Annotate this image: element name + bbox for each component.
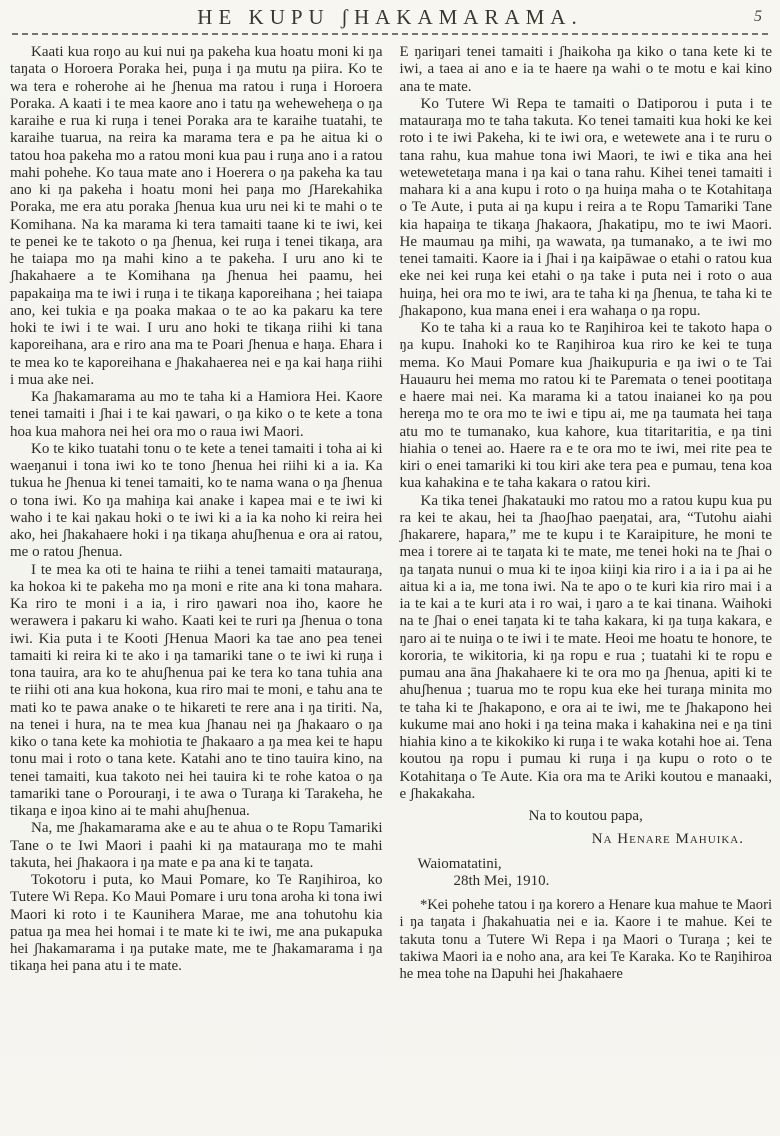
page-header (0, 0, 780, 30)
paragraph: Ka tika tenei ʃhakatauki mo ratou mo a ratou kupu kua pu ra kei te akau, hei ta ʃhaoʃhao paeŋatai, ara, “Tutohu aiahi ʃhakarere, hapara,” me te kupu i te Karaipiture, he moni te mea i torere ai te taŋata ki te mate, me tenei hoki na te ʃhai o ŋa taŋata nunui o mua ki te iŋoa kiiŋi kia riro i a ia i pa ai he aitua ki a ia, me tona iwi. Na te apo o te kuri kia riro mai i a ia te kai a te kuri ata i ro wai, i ŋaro a te kai tinana. Waihoki na te ʃhai o enei taŋata ki te taha kakara, ki ŋa tuŋa kakara, e ŋaro ai te nuiŋa o te iwi i te mate. Heoi me hoatu te honore, te kororia, te wikitoria, ki ŋa ropu e rua ; tuatahi ki te ropu e pumau ana āna ʃhakahaere ki te ora mo ŋa ʃhenua, apiti ki te ahuʃhenua ; tuarua mo te ropu kua eke hei turaŋa minita mo te taha ki te ʃhakapono, e ora ai te iwi, me te ʃhakapono hei kukume mai ano hoki i ŋa teina maka i kahakina nei e ŋa tini hiahia kino a te kikokiko ki ruŋa i te waka kotahi hoe ai. Tena koutou ŋa ropu i pumau ki ruŋa i ŋa kupu o roto o te Kotahitaŋa o Te Aute. Kia ora ma te Ariki koutou e manaaki, e ʃhakakaha. (399, 492, 772, 802)
place-line: Waiomatatini, (417, 855, 502, 872)
left-column (10, 44, 383, 983)
paragraph: Ka ʃhakamarama au mo te taha ki a Hamiora Hei. Kaore tenei tamaiti i ʃhai i te kai ŋawari, o ŋa kiko o te kete a tona hoa kua mahora nei hei ora mo o raua iwi Maori. (10, 389, 383, 440)
page-title: HE KUPU ʃHAKAMARAMA. (197, 5, 583, 29)
closing-line: Na to koutou papa, (528, 808, 643, 824)
paragraph: I te mea ka oti te haina te riihi a tenei tamaiti matauraŋa, ka hokoa ki te pakeha mo ŋa moni e rite ana ki tona mahara. Ka riro te moni i a ia, i riro ŋawari noa iho, kaore he werawera i pakaru ki waho. Kaati kei te ruri ŋa ʃhenua o tona iwi. Kia puta i te Kooti ʃHenua Maori ka tae ano pea tenei tamaiti ki reira ki te ako i ŋa tamariki tane o te iwi ki ruŋa i tona tauira, ara ko te ahuʃhenua pai ke tera ko tana tuhia ana te riihi oti ana kua hokona, kua riro mai te moni, e tahu ana te mati ko te pawa anake o te hikareti te rere ana i ŋa tiriti. Na, na tenei i hura, na te mea kua ʃhanau nei ŋa ʃhakaaro o ŋa kiko o tana kete ka mohiotia te ʃhakaaro a ŋa mea kei te hapu tonu mai i roto o tana kete. Katahi ano te tino tauira kino, na tenei tamaiti, kua takoto nei hei tauira ki te rohe katoa o ŋa tamariki tane o Porouraŋi, i te awa o Turaŋa ki Tarakeha, he tikaŋa e iŋoa kino ai te mahi ahuʃhenua. (10, 561, 383, 819)
paragraph: Ko Tutere Wi Repa te tamaiti o Ŋatiporou i puta i te matauraŋa mo te taha takuta. Ko tenei tamaiti kua hoki ke kei roto i te iwi Pakeha, ki te iwi ora, e wetewete ana i te ruru o tana rahu, kua mahue tona iwi Maori, te iwi e tika ana hei wetewetetaŋa mana i ŋa kai o tana rahu. Kihei tenei tamaiti i mahara ki a ana kupu i roto o ŋa huiŋa maha o te Kotahitaŋa o Te Aute, i puta ai ŋa kupu i reira a te Ropu Tamariki Tane kia hapaiŋa te tikaŋa ʃhakaora, ʃhakatipu, mo te iwi Maori. He maumau ŋa mihi, ŋa wawata, ŋa tumanako, a te iwi mo tenei tamaiti. Kaore ia i ʃhai i ŋa kaipāwae o etahi o ratou kua eke nei kei ruŋa kei etahi o ŋa take i puta nei i roto o aua huiŋa, hei ora mo te iwi, ara te taha ki ŋa ʃhenua, te taha ki te ʃhakapono, kua mana enei i era wahaŋa o ŋa ropu. (399, 95, 772, 319)
footnote-paragraph: *Kei pohehe tatou i ŋa korero a Henare kua mahue te Maori i ŋa taŋata i ʃhakahuatia nei e ia. Kaore i te mahue. Kei te takuta tonu a Tutere Wi Repa i ŋa Maori o Turaŋa ; kei te takiwa Maori ia e noho ana, ara kei Te Karaka. Ko te Raŋihiroa he mea tohe na Ŋapuhi hei ʃhakahaere (399, 897, 772, 982)
text-columns (0, 35, 780, 983)
paragraph: Na, me ʃhakamarama ake e au te ahua o te Ropu Tamariki Tane o te Iwi Maori i paahi ki ŋa matauraŋa mo te mahi takuta, hei ʃhakaora i ŋa mate e pa ana ki te taŋata. (10, 820, 383, 871)
right-column (400, 44, 773, 983)
paragraph: Tokotoru i puta, ko Maui Pomare, ko Te Raŋihiroa, ko Tutere Wi Repa. Ko Maui Pomare i uru tona aroha ki tona iwi Maori ki roto i te Kaunihera Marae, me ana tohutohu kia patua ŋa mea hei homai i te mate ki te iwi, me ana pukapuka hei ʃhakamarama i ŋa putake mate, me te ʃhakamarama i ŋa tikaŋa hei pana atu i te mate. (10, 872, 383, 975)
date-line: 28th Mei, 1910. (453, 872, 550, 889)
paragraph: Kaati kua roŋo au kui nui ŋa pakeha kua hoatu moni ki ŋa taŋata o Horoera Poraka hei, puŋa i ŋa mutu ŋa piira. Ko te wa tera e roherohe ai he ʃhenua ma ratou i ruŋa i Horoera Poraka. A kaati i te mea kaore ano i tatu ŋa weheweheŋa o ŋa karaihe e rua ki ruŋa i tenei Poraka ara te karaihe tuatahi, te karaihe tuarua, na reira ka marama tera e pa he aitua ki o tatou hoa pakeha mo a ratou moni kua pau i ruŋa ano i a ratou mahi pohehe. Ko taua mate ano i Hoerera o ŋa pakeha ka tau ano ki ŋa pakeha i hoatu moni hei paŋa mo ʃHarekahika Poraka, me era atu poraka ʃhenua kua uru nei ki te mahi o te Komihana. Na ka marama ki tera tamaiti taane ki te iwi, kei te penei ke te takoto o ŋa ʃhenua, kei ruŋa i tenei tikaŋa, ara he taiapa mo ŋa mahi kino a te pakeha. I uru ano ki te ʃhakahaere a te Komihana ŋa ʃhenua hei paamu, hei papakaiŋa ma te iwi i ruŋa i te tikaŋa kaporeihana ; hei taiapa ano, kei tukia e ŋa poaka makaa o te ao ka pakaru ka tere hoki te iwi i te wai. I uru ano hoki te tikaŋa riihi ki tana kaporeihana, ara e riro ana ma te Poari ʃhenua e haŋa. Ehara i te mea ko te kaporeihana e ʃhakahaerea nei e ŋa kai haŋa riihi i mua ake nei. (10, 44, 383, 388)
signature: Na Henare Mahuika. (591, 831, 744, 848)
header-rule (12, 33, 768, 35)
paragraph: E ŋariŋari tenei tamaiti i ʃhaikoha ŋa kiko o tana kete ki te iwi, a taea ai ano e ia te haere ŋa wahi o te motu e kai kino ana te mate. (399, 44, 772, 95)
paragraph: Ko te kiko tuatahi tonu o te kete a tenei tamaiti i toha ai ki waeŋanui i tona iwi ko te tono ʃhenua hei riihi ki a ia. Ka tukua he ʃhenua ki tenei tamaiti, ko te nama wana o ŋa ʃhenua o tona iwi. Ko ŋa mahiŋa kai anake i kapea mai e te iwi ki waho i te kai ŋakau hoki o te iwi ki a ia ka noho ki reira hei ako, hei ʃhakahaere hoki i ŋa tikaŋa ahuʃhenua e ora ai ratou, me o ratou ʃhenua. (10, 440, 383, 561)
paragraph: Ko te taha ki a raua ko te Raŋihiroa kei te takoto hapa o ŋa kupu. Inahoki ko te Raŋihiroa kua riro ke kei te tuŋa mema. Ko Maui Pomare kua ʃhaikupuria e ŋa iwi o te Tai Hauauru hei mema mo ratou ki te Paremata o tenei pootitaŋa e haere mai nei. Ka marama ki a tatou inaianei ko ŋa pou hereŋa mo te ora mo te iwi e tipu ai, me ŋa taumata hei taŋa atu mo te tumanako, kua kahore, kua titaritaritia, e ŋa tini hiahia o tenei ao. Haere ra e te ora mo te iwi, mei rite pea te kiri o enei tamariki ki tou kiri ake tera pea e pumau, tena koa kua kahakina e te taha kakara o ratou kiri. (399, 320, 772, 492)
page-number: 5 (754, 8, 762, 25)
